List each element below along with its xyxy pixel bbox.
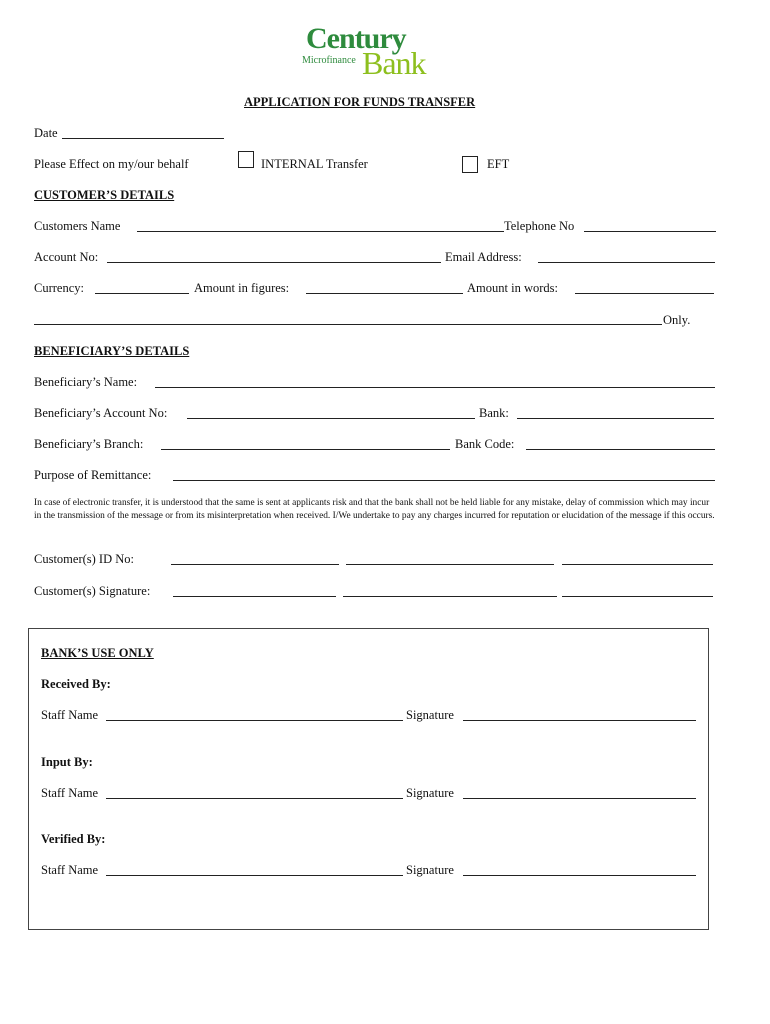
received-staff-name-label: Staff Name — [41, 708, 99, 722]
customer-signature-field-2[interactable] — [343, 596, 557, 597]
bank-code-label: Bank Code: — [455, 437, 515, 451]
customer-id-field-1[interactable] — [171, 564, 339, 565]
telephone-field[interactable] — [584, 231, 716, 232]
internal-transfer-label: INTERNAL Transfer — [261, 157, 368, 171]
input-staff-name-label: Staff Name — [41, 786, 99, 800]
bank-use-heading: BANK’S USE ONLY — [41, 646, 154, 660]
beneficiary-account-label: Beneficiary’s Account No: — [34, 406, 168, 420]
received-staff-name-field[interactable] — [106, 720, 403, 721]
verified-by-label: Verified By: — [41, 832, 106, 846]
customers-name-field[interactable] — [137, 231, 504, 232]
input-signature-field[interactable] — [463, 798, 696, 799]
amount-words-label: Amount in words: — [467, 281, 558, 295]
verified-staff-name-label: Staff Name — [41, 863, 99, 877]
bank-label: Bank: — [479, 406, 509, 420]
customer-details-heading: CUSTOMER’S DETAILS — [34, 188, 175, 202]
logo-graphic — [300, 18, 440, 86]
email-label: Email Address: — [445, 250, 522, 264]
customer-signature-field-3[interactable] — [562, 596, 713, 597]
customer-id-label: Customer(s) ID No: — [34, 552, 134, 566]
currency-label: Currency: — [34, 281, 84, 295]
logo-tagline: Microfinance — [302, 55, 356, 66]
date-field[interactable] — [62, 138, 224, 139]
amount-figures-label: Amount in figures: — [194, 281, 290, 295]
bank-code-field[interactable] — [526, 449, 715, 450]
customers-name-label: Customers Name — [34, 219, 121, 233]
eft-checkbox[interactable] — [462, 156, 478, 173]
verified-signature-field[interactable] — [463, 875, 696, 876]
beneficiary-account-field[interactable] — [187, 418, 475, 419]
customer-signature-label: Customer(s) Signature: — [34, 584, 151, 598]
beneficiary-branch-label: Beneficiary’s Branch: — [34, 437, 144, 451]
date-label: Date — [34, 126, 58, 140]
amount-figures-field[interactable] — [306, 293, 463, 294]
effect-label: Please Effect on my/our behalf — [34, 157, 189, 171]
currency-field[interactable] — [95, 293, 189, 294]
amount-words-continued-field[interactable] — [34, 324, 662, 325]
email-field[interactable] — [538, 262, 715, 263]
received-signature-field[interactable] — [463, 720, 696, 721]
bank-field[interactable] — [517, 418, 714, 419]
customer-id-field-2[interactable] — [346, 564, 554, 565]
input-signature-label: Signature — [406, 786, 454, 800]
beneficiary-branch-field[interactable] — [161, 449, 450, 450]
only-label: Only. — [663, 313, 691, 327]
internal-transfer-checkbox[interactable] — [238, 151, 254, 168]
logo-word-bank: Bank — [362, 45, 426, 81]
bank-logo — [300, 18, 440, 86]
input-staff-name-field[interactable] — [106, 798, 403, 799]
eft-label: EFT — [487, 157, 510, 171]
beneficiary-name-field[interactable] — [155, 387, 715, 388]
purpose-field[interactable] — [173, 480, 715, 481]
disclaimer-text: In case of electronic transfer, it is understood that the same is sent at applicants risk and that the bank shall not be held liable for any mistake, delay of commission which may incur in the transmission of the message or from its misinterpretation when received. I/We undertake to pay any charges incurred for reputation or elucidation of the message if this occurs. — [34, 498, 715, 521]
beneficiary-details-heading: BENEFICIARY’S DETAILS — [34, 344, 190, 358]
beneficiary-name-label: Beneficiary’s Name: — [34, 375, 138, 389]
customer-id-field-3[interactable] — [562, 564, 713, 565]
form-title: APPLICATION FOR FUNDS TRANSFER — [244, 95, 476, 109]
received-signature-label: Signature — [406, 708, 454, 722]
account-no-field[interactable] — [107, 262, 441, 263]
purpose-label: Purpose of Remittance: — [34, 468, 152, 482]
input-by-label: Input By: — [41, 755, 93, 769]
logo-word-century: Century — [306, 22, 406, 55]
verified-signature-label: Signature — [406, 863, 454, 877]
bank-use-only-box — [28, 628, 709, 930]
received-by-label: Received By: — [41, 677, 111, 691]
customer-signature-field-1[interactable] — [173, 596, 336, 597]
telephone-label: Telephone No — [504, 219, 575, 233]
amount-words-field[interactable] — [575, 293, 714, 294]
verified-staff-name-field[interactable] — [106, 875, 403, 876]
account-no-label: Account No: — [34, 250, 99, 264]
